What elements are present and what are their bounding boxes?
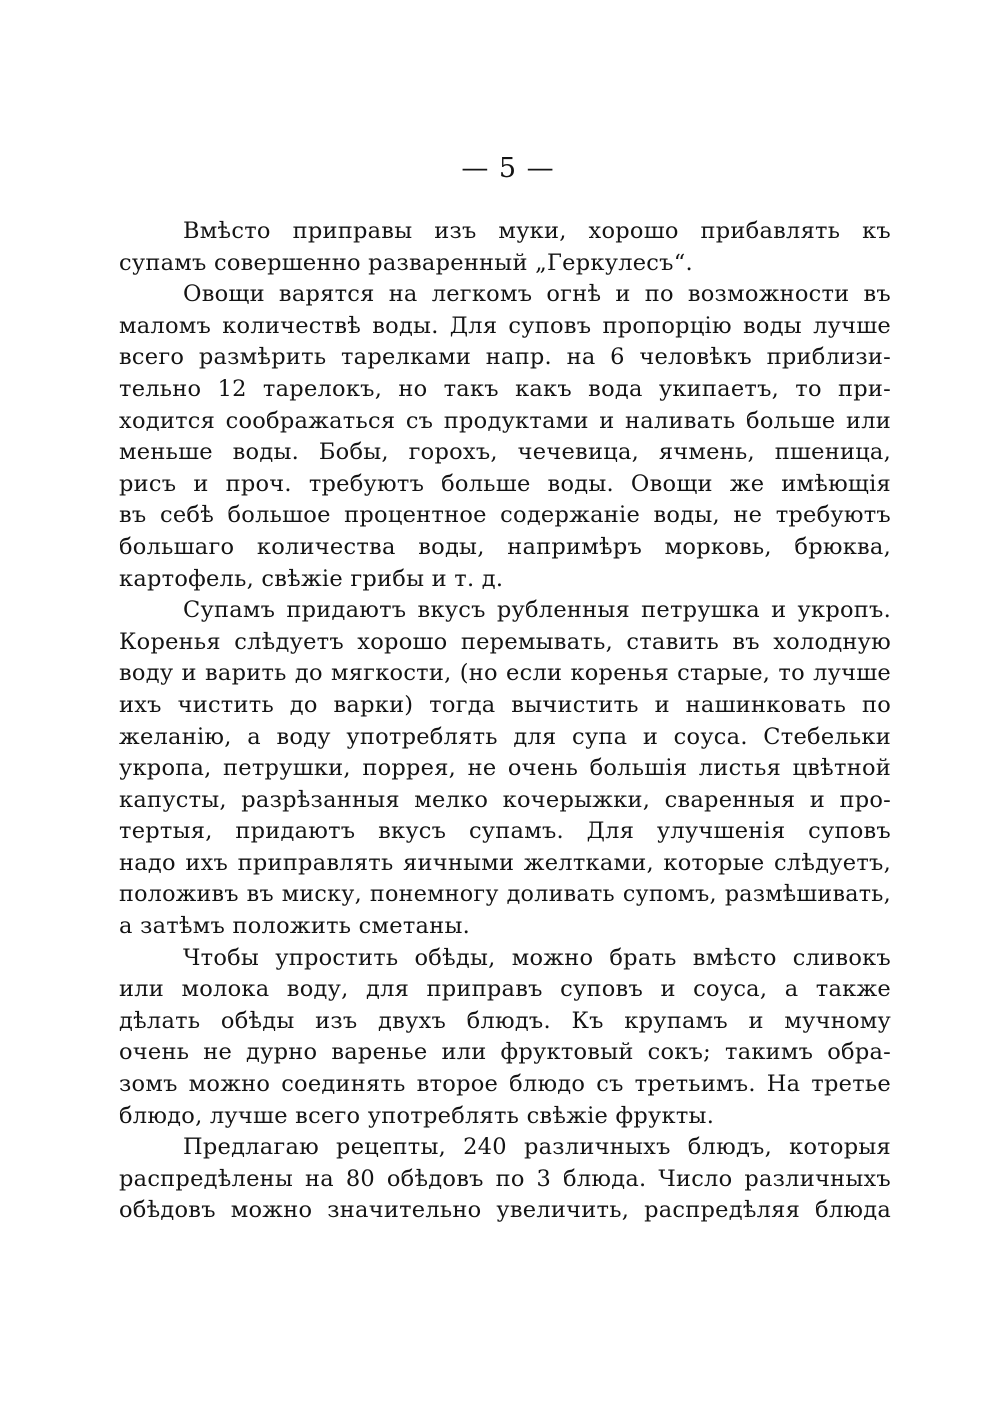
text-line: обѣдовъ можно значительно увеличить, распредѣляя блюда (119, 1197, 891, 1224)
text-line: Вмѣсто приправы изъ муки, хорошо прибавлять къ (183, 218, 891, 244)
body-text (119, 216, 891, 1227)
text-line: рисъ и проч. требуютъ больше воды. Овощи же имѣющія (119, 470, 891, 497)
text-line: маломъ количествѣ воды. Для суповъ пропорцію воды лучше (119, 312, 891, 339)
page-number: — 5 — (461, 153, 555, 184)
text-line: въ себѣ большое процентное содержаніе воды, не требуютъ (119, 502, 891, 529)
text-line: тельно 12 тарелокъ, но такъ какъ вода укипаетъ, то при- (119, 375, 891, 402)
text-line: супамъ совершенно разваренный „Геркулесъ“. (119, 249, 693, 276)
text-line: Чтобы упростить обѣды, можно брать вмѣсто сливокъ (183, 944, 891, 971)
text-line: зомъ можно соединять второе блюдо съ третьимъ. На третье (119, 1071, 891, 1098)
text-line: дѣлать обѣды изъ двухъ блюдъ. Къ крупамъ и мучному (119, 1007, 891, 1034)
text-line: блюдо, лучше всего употреблять свѣжіе фрукты. (119, 1102, 715, 1129)
text-line: всего размѣрить тарелками напр. на 6 человѣкъ приблизи- (119, 344, 891, 371)
text-line: Супамъ придаютъ вкусъ рубленныя петрушка и укропъ. (183, 597, 891, 624)
text-line: капусты, разрѣзанныя мелко кочерыжки, сваренныя и про- (119, 786, 891, 813)
text-line: Коренья слѣдуетъ хорошо перемывать, ставить въ холодную (119, 628, 891, 655)
text-line: положивъ въ миску, понемногу доливать супомъ, размѣшивать, (119, 881, 891, 908)
text-line: распредѣлены на 80 обѣдовъ по 3 блюда. Число различныхъ (119, 1165, 891, 1192)
text-line: а затѣмъ положить сметаны. (119, 913, 470, 940)
text-line: тертыя, придаютъ вкусъ супамъ. Для улучшенія суповъ (119, 818, 891, 845)
text-line: ходится соображаться съ продуктами и наливать больше или (119, 407, 891, 434)
text-line: большаго количества воды, напримѣръ морковь, брюква, (119, 533, 891, 560)
text-line: Овощи варятся на легкомъ огнѣ и по возможности въ (183, 281, 891, 308)
text-line: желанію, а воду употреблять для супа и соуса. Стебельки (119, 723, 891, 750)
text-line: Предлагаю рецепты, 240 различныхъ блюдъ, которыя (183, 1134, 891, 1161)
text-line: надо ихъ приправлять яичными желтками, которые слѣдуетъ, (119, 849, 891, 876)
text-line: ихъ чистить до варки) тогда вычистить и нашинковать по (119, 691, 891, 718)
text-line: укропа, петрушки, поррея, не очень большія листья цвѣтной (119, 755, 891, 782)
text-line: воду и варить до мягкости, (но если коренья старые, то лучше (119, 660, 891, 687)
text-line: меньше воды. Бобы, горохъ, чечевица, ячмень, пшеница, (119, 439, 891, 466)
text-line: или молока воду, для приправъ суповъ и соуса, а также (119, 976, 891, 1003)
text-line: очень не дурно варенье или фруктовый сокъ; такимъ обра- (119, 1039, 891, 1066)
text-line: картофель, свѣжіе грибы и т. д. (119, 565, 504, 592)
